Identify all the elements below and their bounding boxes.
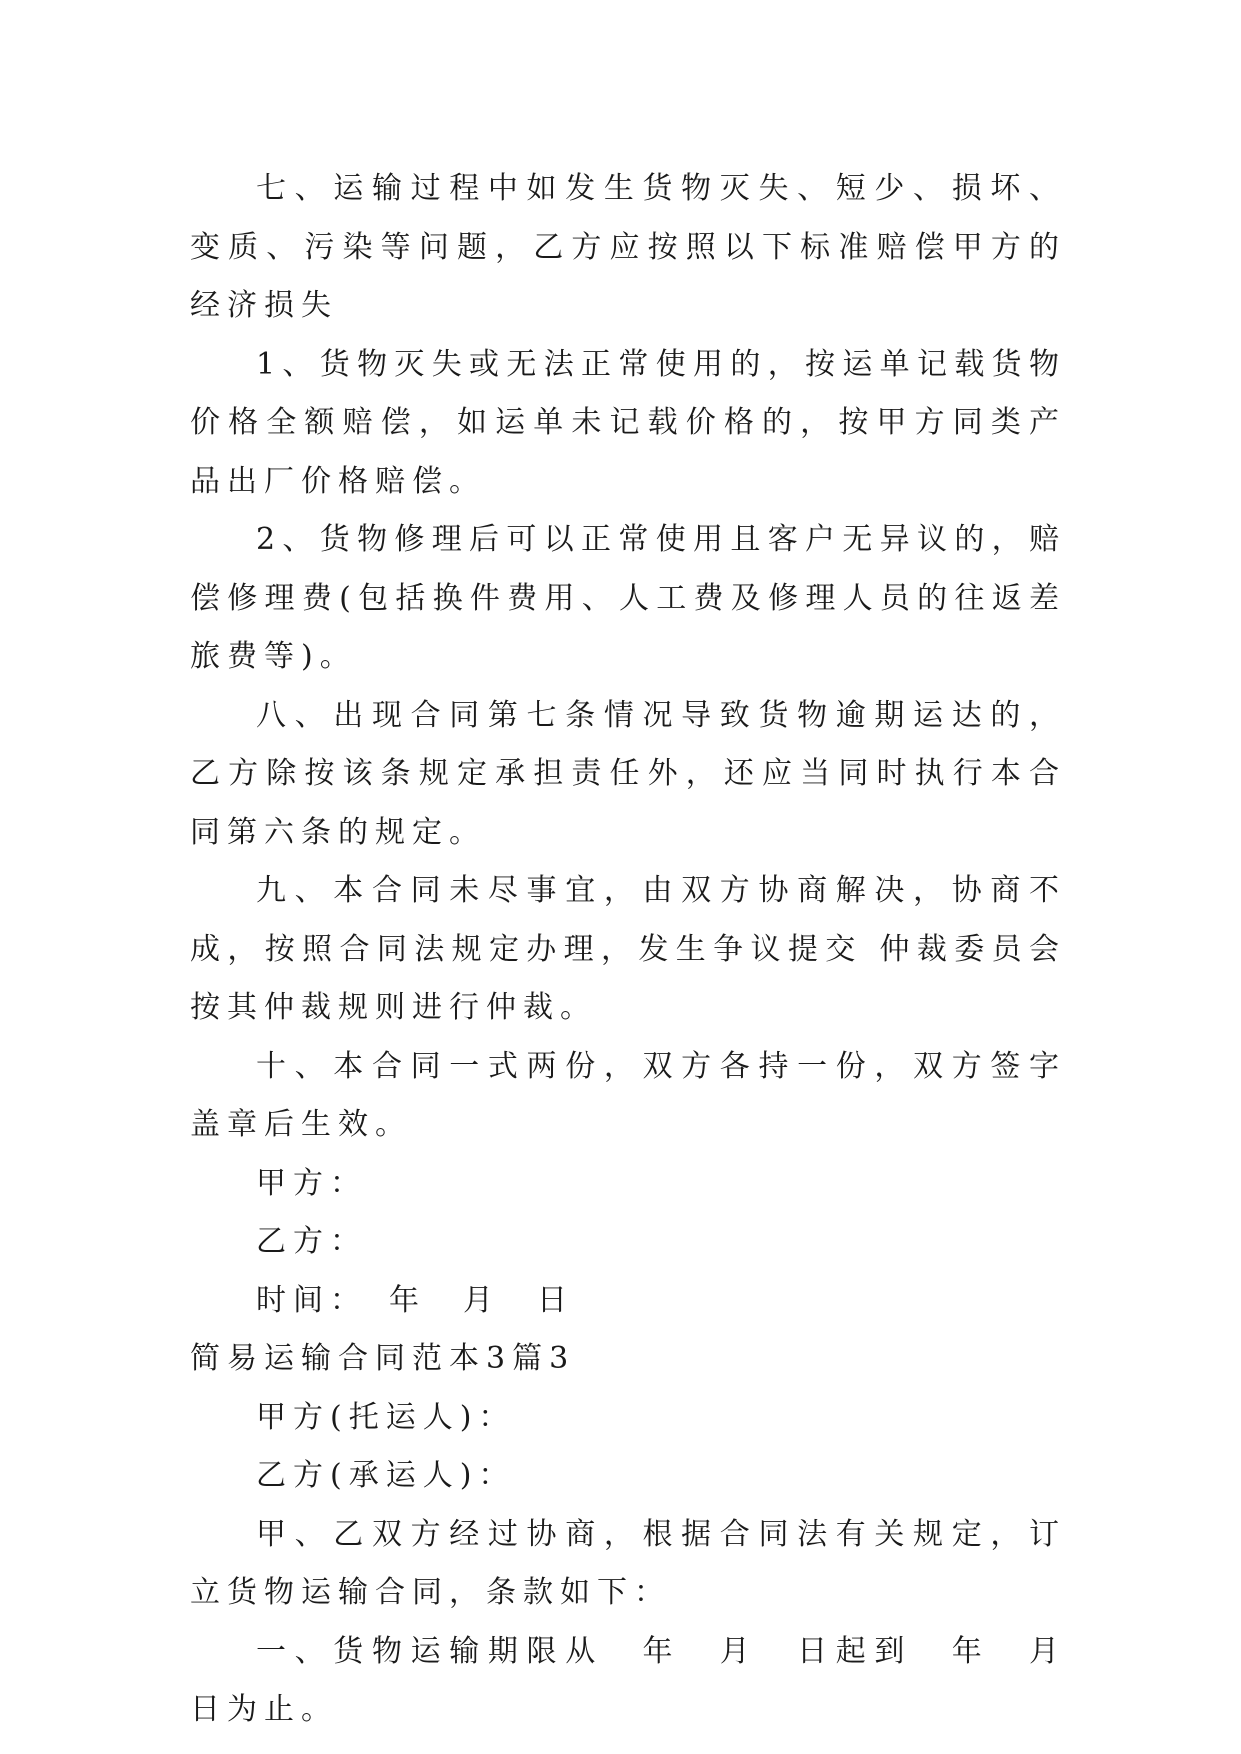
clause-seven-paragraph: 七、运输过程中如发生货物灭失、短少、损坏、变质、污染等问题，乙方应按照以下标准赔偿甲方的经济损失 <box>190 171 1066 323</box>
clause-seven-item-1: 1、货物灭失或无法正常使用的，按运单记载货物价格全额赔偿，如运单未记载价格的，按甲方同类产品出厂价格赔偿。 <box>190 346 1066 499</box>
clause-eight-paragraph: 八、出现合同第七条情况导致货物逾期运达的，乙方除按该条规定承担责任外，还应当同时执行本合同第六条的规定。 <box>190 697 1066 850</box>
party-a-signature-line: 甲方： <box>256 1165 367 1201</box>
clause-ten-paragraph: 十、本合同一式两份，双方各持一份，双方签字盖章后生效。 <box>190 1048 1066 1142</box>
party-b-signature-line: 乙方： <box>256 1224 367 1259</box>
clause-nine-paragraph: 九、本合同未尽事宜，由双方协商解决，协商不成，按照合同法规定办理，发生争议提交 仲裁委员会按其仲裁规则进行仲裁。 <box>190 873 1066 1025</box>
carrier-line: 乙方(承运人)： <box>256 1458 516 1493</box>
shipper-line: 甲方(托运人)： <box>256 1399 516 1435</box>
document-body <box>190 160 1103 1740</box>
date-line: 时间： 年 月 日 <box>256 1282 574 1318</box>
clause-seven-item-2: 2、货物修理后可以正常使用且客户无异议的，赔偿修理费(包括换件费用、人工费及修理人员的往返差旅费等)。 <box>190 522 1066 674</box>
contract-intro-paragraph: 甲、乙双方经过协商，根据合同法有关规定，订立货物运输合同，条款如下： <box>190 1516 1066 1610</box>
clause-one-paragraph: 一、货物运输期限从 年 月 日起到 年 月 日为止。 <box>190 1633 1103 1727</box>
section-heading: 简易运输合同范本3篇3 <box>190 1341 576 1376</box>
